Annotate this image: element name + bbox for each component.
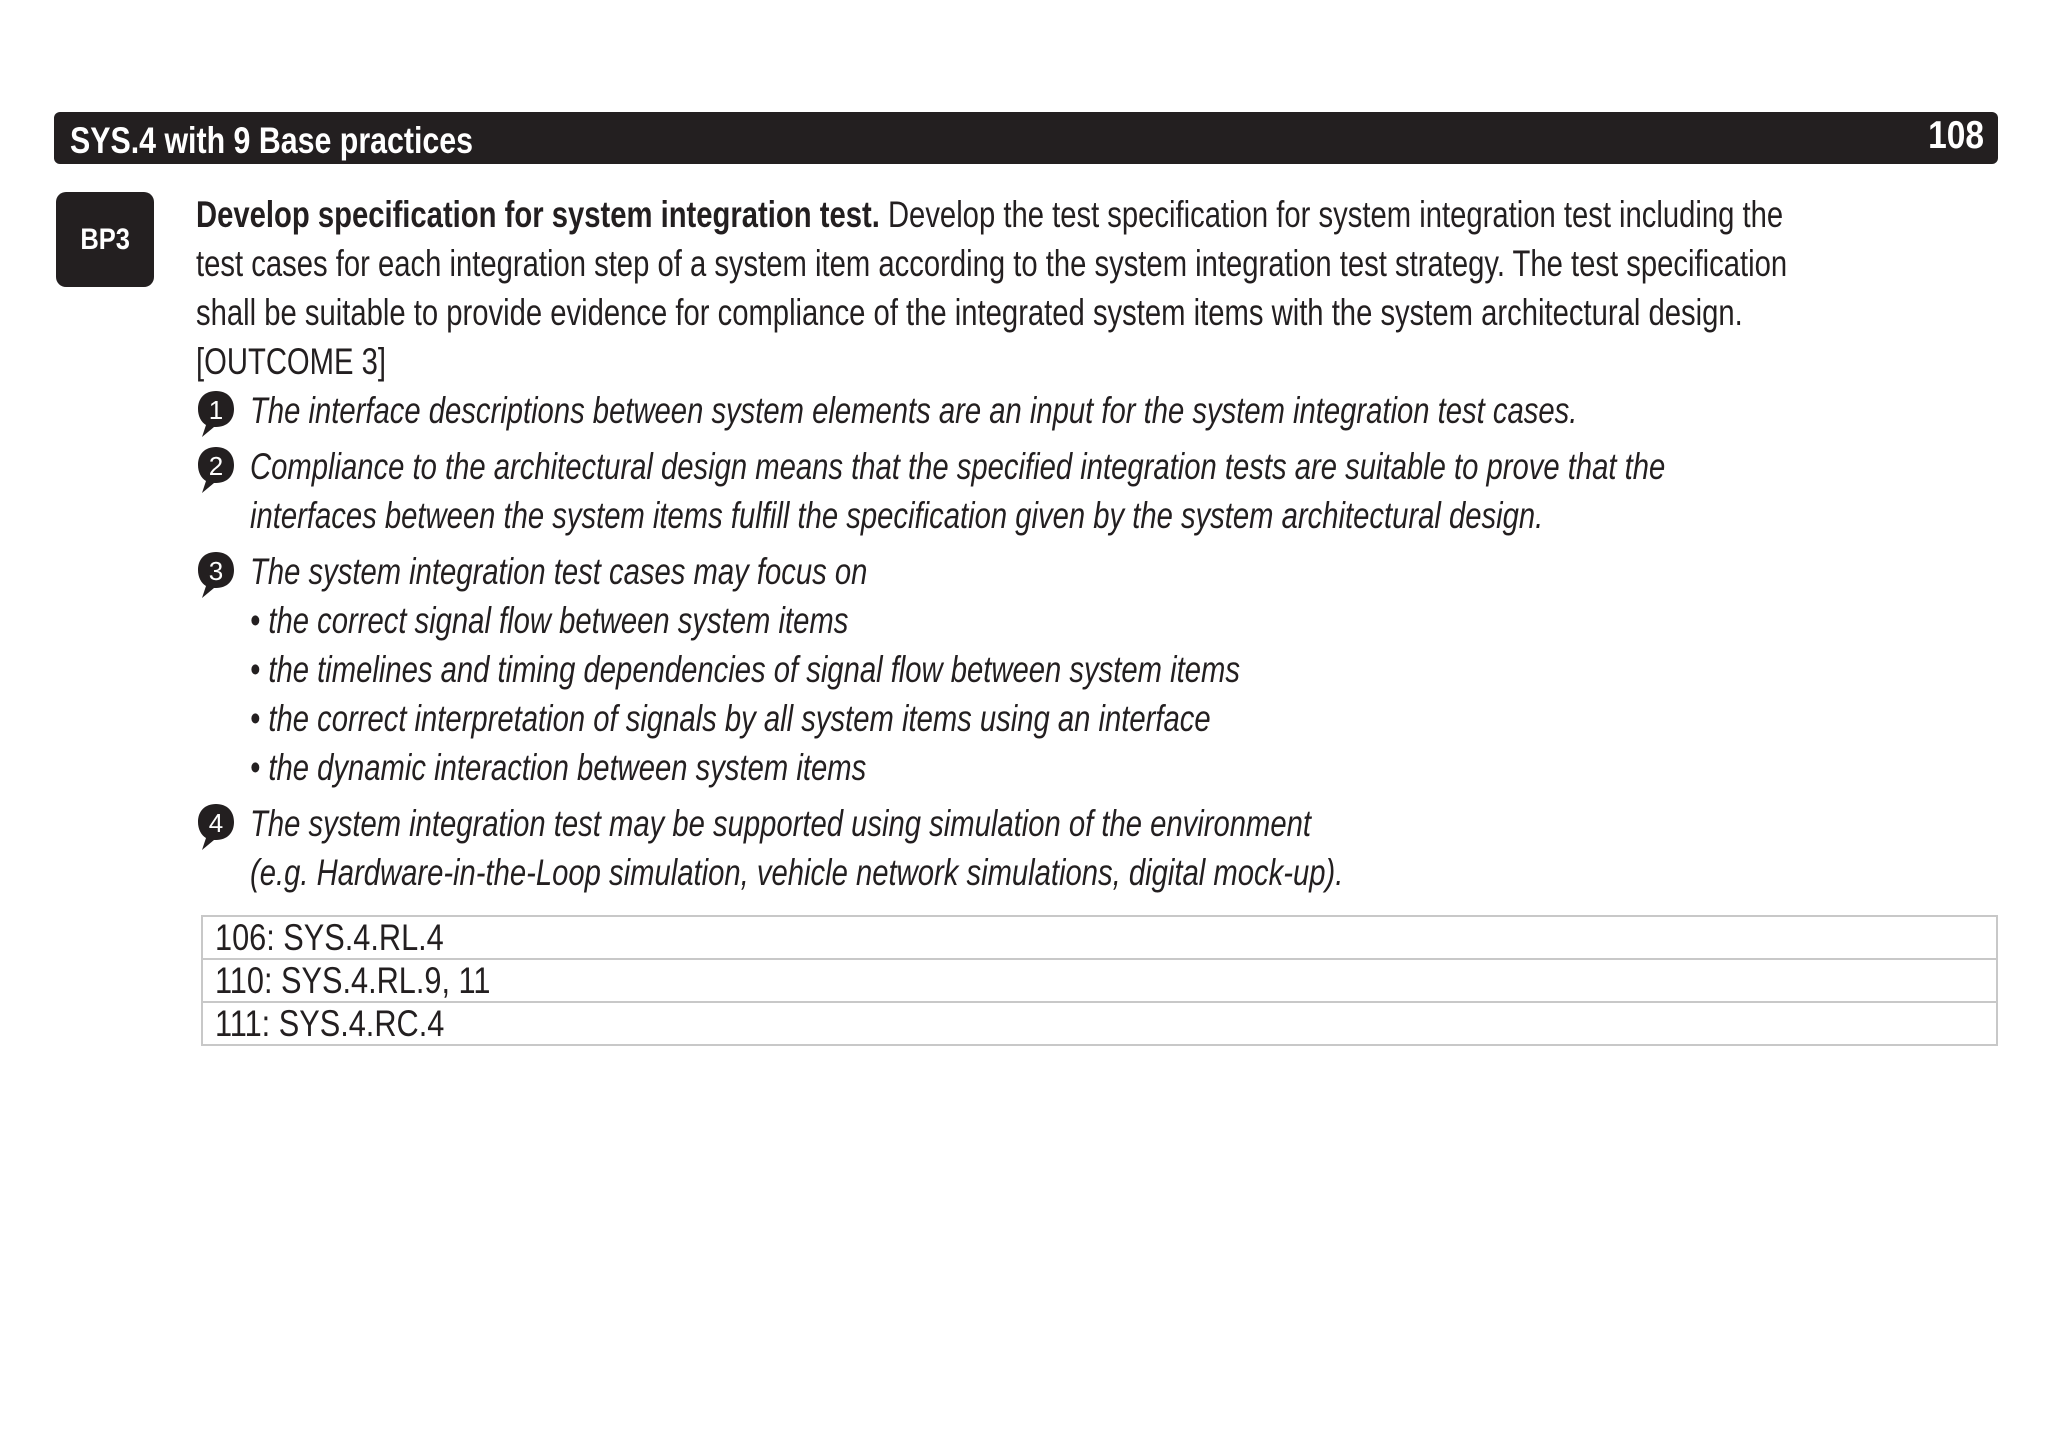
- note-bullet-line: • the dynamic interaction between system items: [250, 747, 867, 788]
- note-item: [196, 442, 2006, 540]
- base-practice-badge: [56, 192, 154, 287]
- note-number: 2: [208, 451, 224, 481]
- page-number: 108: [1928, 114, 1984, 157]
- note-bubble-icon: [196, 802, 236, 854]
- section-header-bar: [54, 112, 1998, 164]
- reference-text: 106: SYS.4.RL.4: [215, 917, 444, 958]
- note-text-line: The system integration test cases may focus on: [250, 551, 868, 592]
- notes-list: [196, 386, 2006, 897]
- note-item: [196, 799, 2006, 897]
- base-practice-content: [196, 190, 2006, 897]
- note-item: [196, 386, 2006, 435]
- base-practice-description-line: [196, 190, 1784, 239]
- reference-row: [202, 1002, 1997, 1045]
- base-practice-description-line: [OUTCOME 3]: [196, 341, 387, 382]
- reference-text: 111: SYS.4.RC.4: [215, 1003, 445, 1044]
- reference-text: 110: SYS.4.RL.9, 11: [215, 960, 491, 1001]
- reference-row: [202, 959, 1997, 1002]
- note-text-line: The system integration test may be supported using simulation of the environment: [250, 803, 1311, 844]
- note-text-line: interfaces between the system items fulfill the specification given by the system architectural design.: [250, 495, 1544, 536]
- reference-cell: [202, 959, 1997, 1002]
- base-practice-badge-label: BP3: [80, 222, 130, 256]
- note-bullet-line: • the timelines and timing dependencies of signal flow between system items: [250, 649, 1240, 690]
- reference-table: [201, 915, 1998, 1046]
- note-number: 4: [208, 808, 224, 838]
- note-bubble-icon: [196, 445, 236, 497]
- reference-cell: [202, 1002, 1997, 1045]
- reference-cell: [202, 916, 1997, 959]
- note-bullet-line: • the correct signal flow between system items: [250, 600, 849, 641]
- note-bullet-line: • the correct interpretation of signals by all system items using an interface: [250, 698, 1211, 739]
- note-bubble-icon: [196, 550, 236, 602]
- note-text-line: Compliance to the architectural design means that the specified integration tests are suitable to prove that the: [250, 446, 1666, 487]
- note-bubble-icon: [196, 389, 236, 441]
- note-number: 3: [208, 556, 224, 586]
- base-practice-description-line: shall be suitable to provide evidence for compliance of the integrated system items with the system architectural design.: [196, 292, 1743, 333]
- note-number: 1: [208, 395, 224, 425]
- reference-row: [202, 916, 1997, 959]
- base-practice-heading: Develop specification for system integration test.: [196, 194, 880, 235]
- base-practice-description-line: test cases for each integration step of a system item according to the system integration test strategy. The test specification: [196, 243, 1788, 284]
- base-practice-body-text: Develop the test specification for system integration test including the: [879, 194, 1784, 235]
- section-title: SYS.4 with 9 Base practices: [70, 120, 474, 161]
- note-text-line: The interface descriptions between system elements are an input for the system integration test cases.: [250, 390, 1578, 431]
- note-item: [196, 547, 2006, 792]
- note-text-line: (e.g. Hardware-in-the-Loop simulation, vehicle network simulations, digital mock-up).: [250, 852, 1344, 893]
